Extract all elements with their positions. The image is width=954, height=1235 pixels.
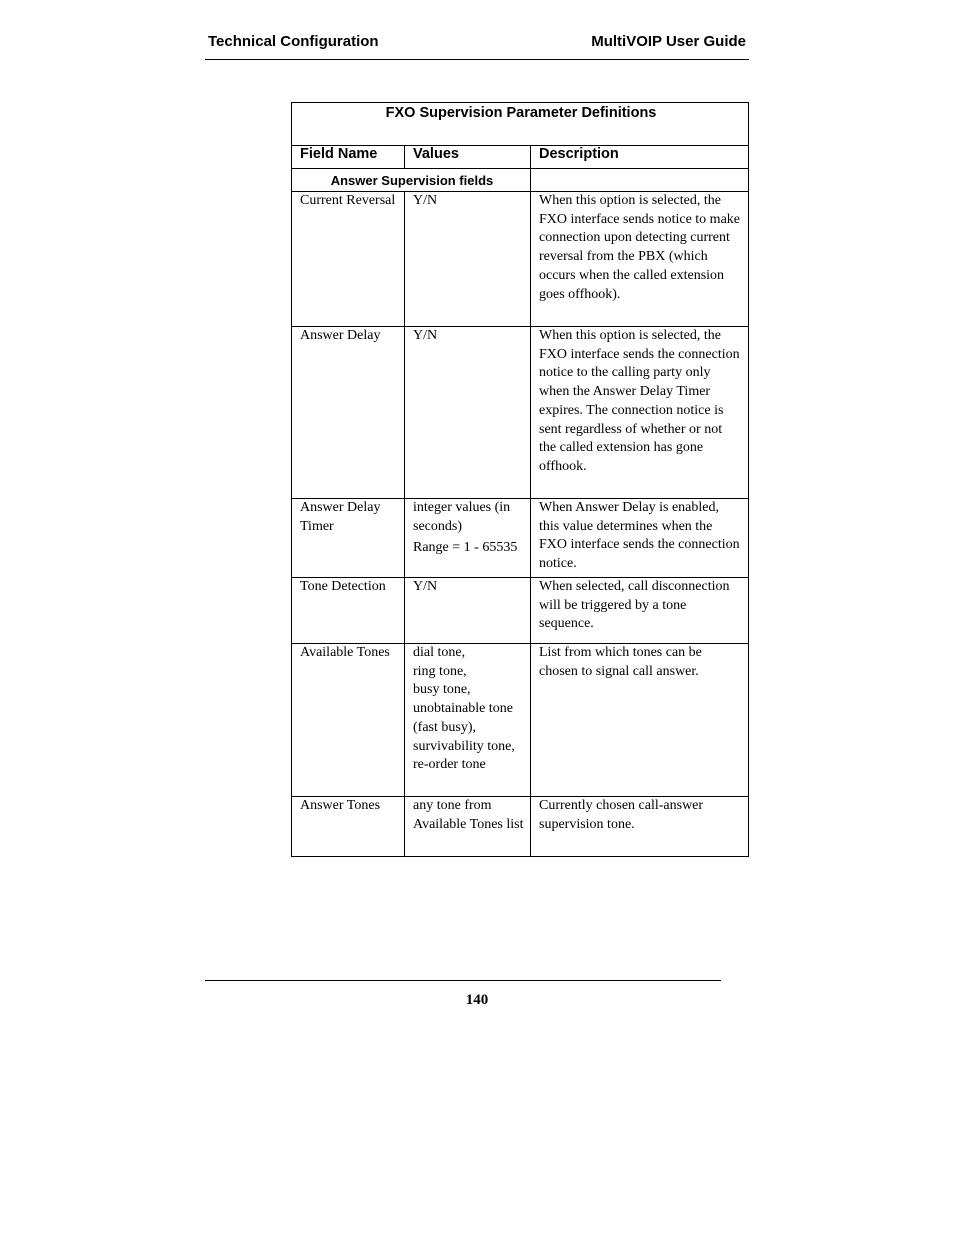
field-name-cell: Answer Tones xyxy=(292,797,405,857)
header-guide-title: MultiVOIP User Guide xyxy=(591,33,746,50)
range-text: Range = 1 - 65535 xyxy=(413,540,518,556)
header-section-title: Technical Configuration xyxy=(208,33,379,50)
field-name-cell: Tone Detection xyxy=(292,578,405,644)
header-rule xyxy=(205,59,749,60)
table-title: FXO Supervision Parameter Definitions xyxy=(292,103,749,146)
table-header-row xyxy=(292,146,749,169)
description-cell: When this option is selected, the FXO interface sends notice to make connection upon detecting current reversal from the PBX (which occurs when the called extension goes offhook). xyxy=(531,192,749,327)
field-name-cell: Answer Delay xyxy=(292,327,405,499)
fxo-supervision-table xyxy=(291,102,749,857)
column-header-values: Values xyxy=(405,146,531,169)
field-name-cell: Current Reversal xyxy=(292,192,405,327)
table-row xyxy=(292,797,749,857)
values-cell: dial tone, ring tone, busy tone, unobtainable tone (fast busy), survivability tone, re-order tone xyxy=(405,644,531,797)
description-cell: When this option is selected, the FXO interface sends the connection notice to the calling party only when the Answer Delay Timer expires. The connection notice is sent regardless of whether or not the called extension has gone offhook. xyxy=(531,327,749,499)
description-cell: When selected, call disconnection will be triggered by a tone sequence. xyxy=(531,578,749,644)
field-name-cell: Answer Delay Timer xyxy=(292,499,405,578)
section-row xyxy=(292,169,749,192)
footer-rule xyxy=(205,980,721,981)
description-cell: When Answer Delay is enabled, this value determines when the FXO interface sends the connection notice. xyxy=(531,499,749,578)
section-empty-cell xyxy=(531,169,749,192)
values-cell: any tone from Available Tones list xyxy=(405,797,531,857)
table-row xyxy=(292,644,749,797)
column-header-description: Description xyxy=(531,146,749,169)
table-row xyxy=(292,499,749,578)
section-label: Answer Supervision fields xyxy=(292,169,531,192)
table-row xyxy=(292,192,749,327)
values-cell: Y/N xyxy=(405,327,531,499)
values-cell xyxy=(405,499,531,578)
column-header-field-name: Field Name xyxy=(292,146,405,169)
description-cell: Currently chosen call-answer supervision tone. xyxy=(531,797,749,857)
values-text: integer values (in seconds) xyxy=(413,500,511,534)
table-row xyxy=(292,327,749,499)
field-name-cell: Available Tones xyxy=(292,644,405,797)
values-cell: Y/N xyxy=(405,192,531,327)
page-number: 140 xyxy=(465,992,489,1008)
description-cell: List from which tones can be chosen to signal call answer. xyxy=(531,644,749,797)
table-row xyxy=(292,578,749,644)
values-cell: Y/N xyxy=(405,578,531,644)
